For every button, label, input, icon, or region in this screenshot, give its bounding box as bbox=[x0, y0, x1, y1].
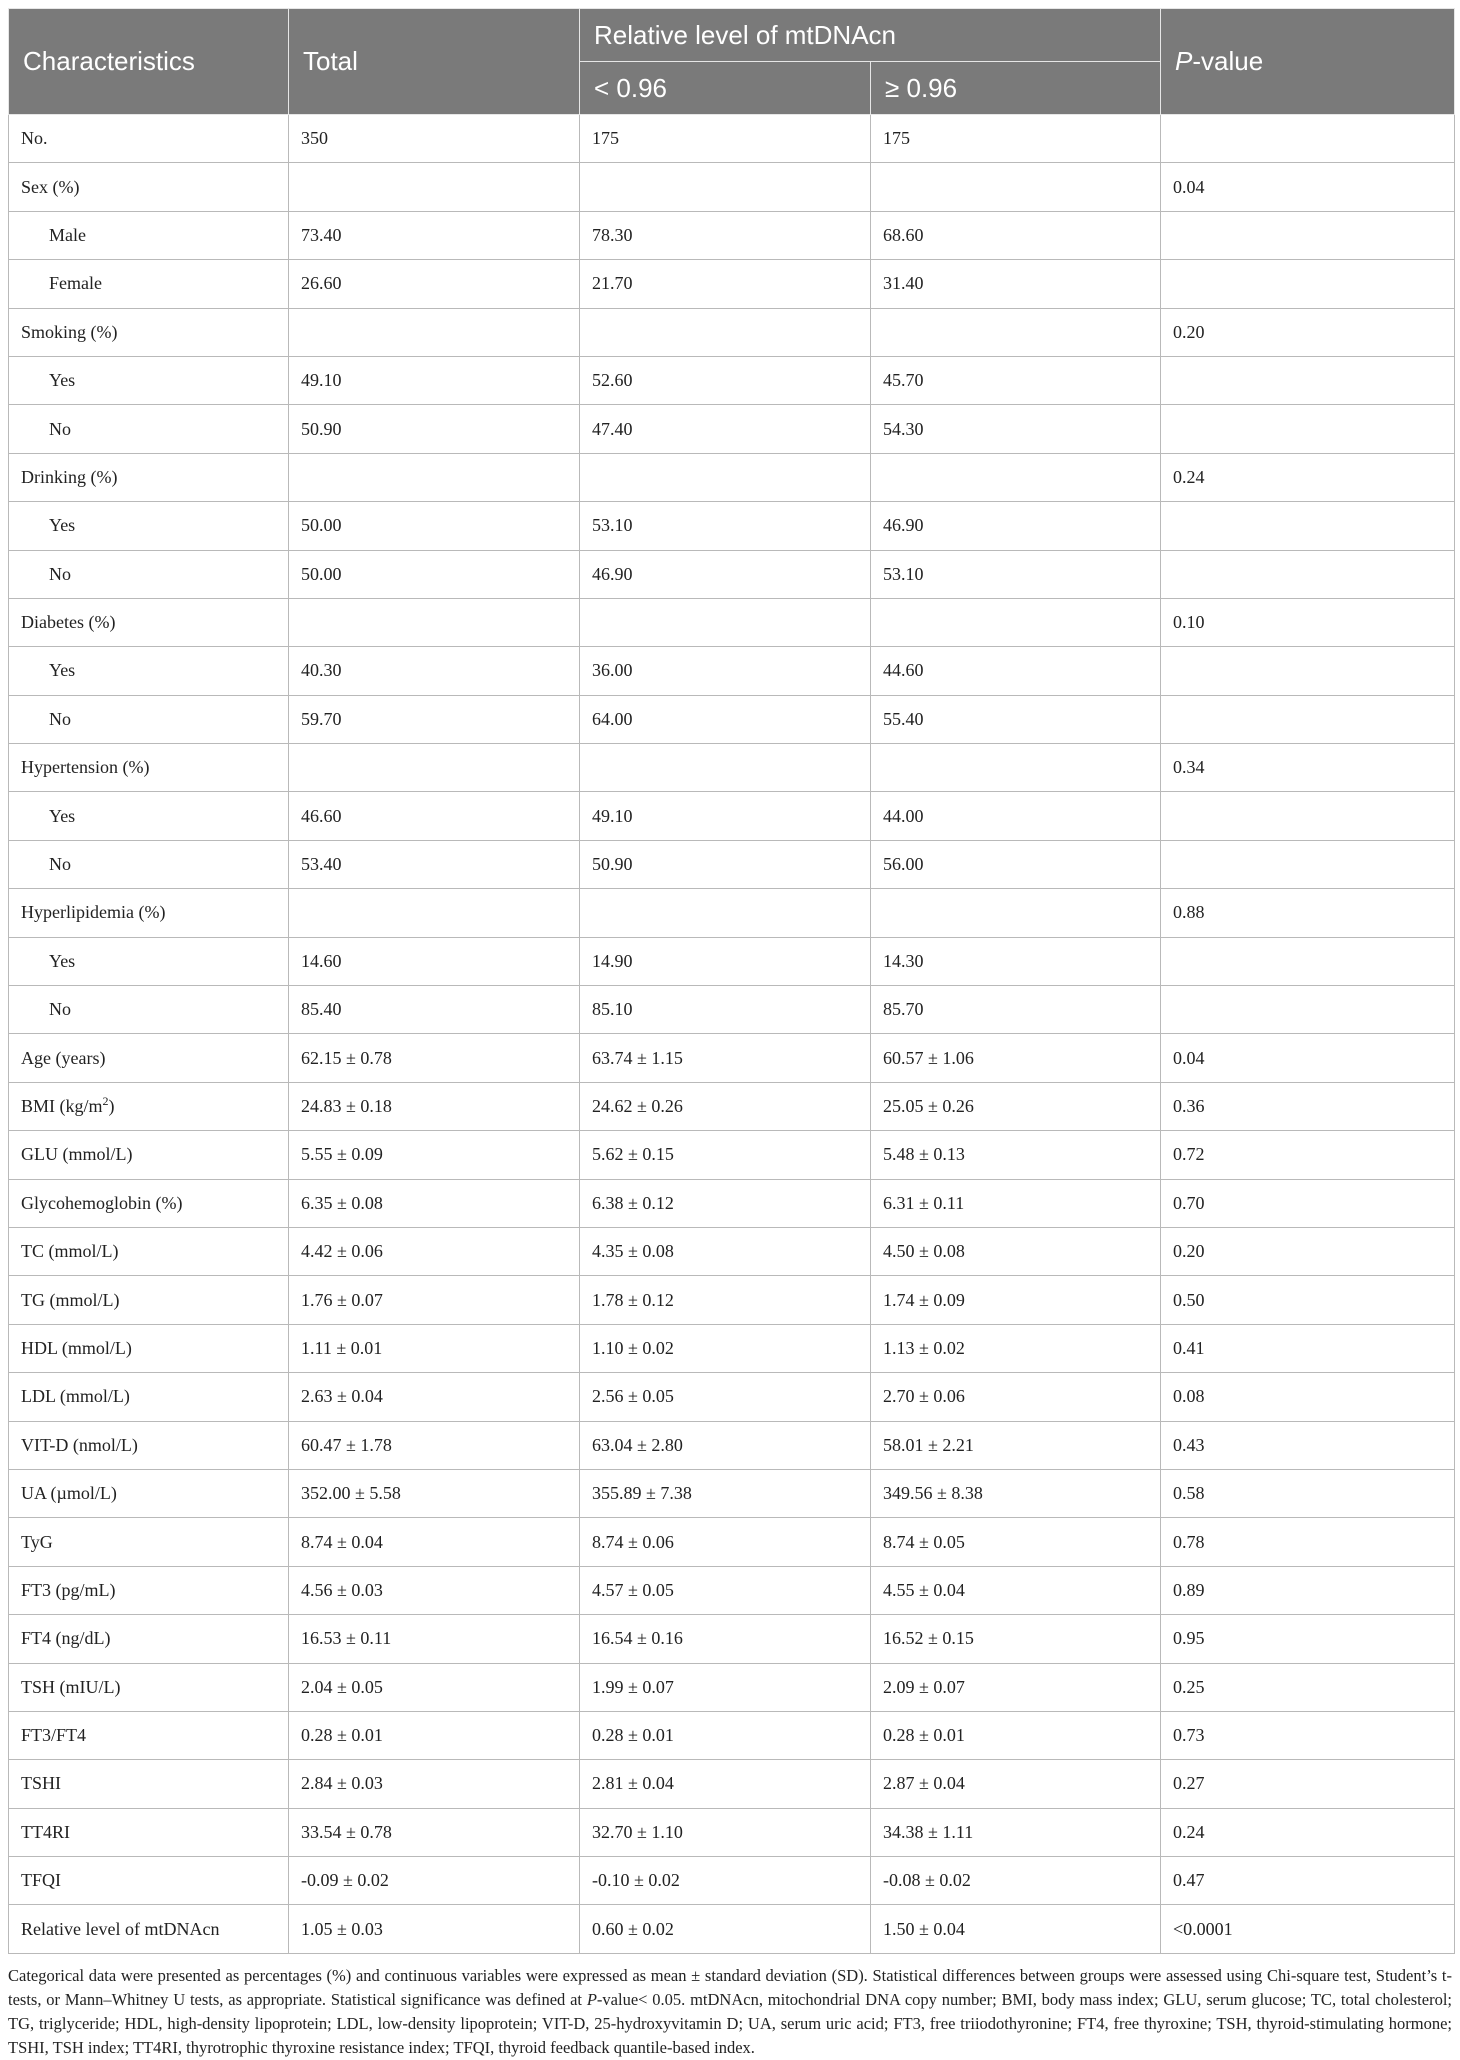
cell-high-group: 1.74 ± 0.09 bbox=[871, 1276, 1161, 1324]
cell-total: 46.60 bbox=[289, 792, 580, 840]
cell-p-value: 0.08 bbox=[1161, 1373, 1455, 1421]
table-row bbox=[9, 356, 1455, 404]
row-label-text: Yes bbox=[49, 950, 76, 971]
cell-low-group: 175 bbox=[580, 115, 871, 163]
cell-p-value: 0.25 bbox=[1161, 1663, 1455, 1711]
row-label bbox=[9, 1227, 289, 1275]
cell-low-group: 16.54 ± 0.16 bbox=[580, 1615, 871, 1663]
row-label bbox=[9, 1131, 289, 1179]
cell-total: 59.70 bbox=[289, 695, 580, 743]
row-label bbox=[9, 1324, 289, 1372]
row-label bbox=[9, 1373, 289, 1421]
row-label-text: Drinking (%) bbox=[21, 466, 118, 487]
table-row bbox=[9, 1324, 1455, 1372]
cell-p-value: 0.58 bbox=[1161, 1469, 1455, 1517]
characteristics-table bbox=[8, 8, 1455, 1954]
table-row bbox=[9, 1518, 1455, 1566]
cell-p-value bbox=[1161, 115, 1455, 163]
row-label-text: Yes bbox=[49, 805, 76, 826]
row-label-text: UA (µmol/L) bbox=[21, 1483, 117, 1504]
table-row bbox=[9, 1857, 1455, 1905]
row-label-text: No bbox=[49, 708, 71, 729]
cell-low-group: 4.57 ± 0.05 bbox=[580, 1566, 871, 1614]
row-label-text: Male bbox=[49, 224, 86, 245]
row-label bbox=[9, 502, 289, 550]
cell-total: 2.63 ± 0.04 bbox=[289, 1373, 580, 1421]
header-group-low: < 0.96 bbox=[580, 62, 871, 115]
row-label bbox=[9, 356, 289, 404]
cell-low-group: 53.10 bbox=[580, 502, 871, 550]
table-row bbox=[9, 115, 1455, 163]
row-label-text: FT4 (ng/dL) bbox=[21, 1628, 111, 1649]
row-label-text: No. bbox=[21, 128, 48, 149]
cell-total: 8.74 ± 0.04 bbox=[289, 1518, 580, 1566]
cell-total: 6.35 ± 0.08 bbox=[289, 1179, 580, 1227]
row-label bbox=[9, 260, 289, 308]
table-row bbox=[9, 695, 1455, 743]
header-p-rest: -value bbox=[1192, 46, 1264, 76]
row-label-text: No bbox=[49, 418, 71, 439]
row-label bbox=[9, 647, 289, 695]
cell-p-value: 0.73 bbox=[1161, 1711, 1455, 1759]
cell-high-group: 0.28 ± 0.01 bbox=[871, 1711, 1161, 1759]
cell-high-group: 8.74 ± 0.05 bbox=[871, 1518, 1161, 1566]
cell-total: 2.04 ± 0.05 bbox=[289, 1663, 580, 1711]
row-label bbox=[9, 453, 289, 501]
cell-high-group: 54.30 bbox=[871, 405, 1161, 453]
row-label-text: FT3 (pg/mL) bbox=[21, 1579, 116, 1600]
table-row bbox=[9, 889, 1455, 937]
cell-low-group bbox=[580, 308, 871, 356]
row-label bbox=[9, 1276, 289, 1324]
cell-low-group bbox=[580, 744, 871, 792]
cell-high-group: 175 bbox=[871, 115, 1161, 163]
table-row bbox=[9, 1663, 1455, 1711]
header-p-italic: P bbox=[1175, 46, 1193, 76]
row-label-superscript: 2 bbox=[102, 1094, 109, 1108]
cell-low-group: 1.10 ± 0.02 bbox=[580, 1324, 871, 1372]
cell-low-group: 6.38 ± 0.12 bbox=[580, 1179, 871, 1227]
table-row bbox=[9, 1711, 1455, 1759]
table-row bbox=[9, 163, 1455, 211]
row-label-text: Diabetes (%) bbox=[21, 612, 116, 633]
table-row bbox=[9, 502, 1455, 550]
cell-total: 50.00 bbox=[289, 550, 580, 598]
cell-total bbox=[289, 598, 580, 646]
cell-low-group: 0.28 ± 0.01 bbox=[580, 1711, 871, 1759]
cell-total: 0.28 ± 0.01 bbox=[289, 1711, 580, 1759]
cell-high-group: 2.70 ± 0.06 bbox=[871, 1373, 1161, 1421]
cell-total: 73.40 bbox=[289, 211, 580, 259]
header-total: Total bbox=[289, 9, 580, 115]
row-label bbox=[9, 1518, 289, 1566]
header-group-title: Relative level of mtDNAcn bbox=[580, 9, 1161, 62]
table-row bbox=[9, 1566, 1455, 1614]
cell-high-group: 56.00 bbox=[871, 840, 1161, 888]
cell-total: 60.47 ± 1.78 bbox=[289, 1421, 580, 1469]
row-label bbox=[9, 937, 289, 985]
cell-p-value bbox=[1161, 550, 1455, 598]
table-row bbox=[9, 1760, 1455, 1808]
cell-low-group: 85.10 bbox=[580, 986, 871, 1034]
table-row bbox=[9, 453, 1455, 501]
header-p-value bbox=[1161, 9, 1455, 115]
cell-high-group bbox=[871, 163, 1161, 211]
cell-total: 50.00 bbox=[289, 502, 580, 550]
row-label bbox=[9, 1469, 289, 1517]
cell-p-value: 0.34 bbox=[1161, 744, 1455, 792]
cell-high-group: 55.40 bbox=[871, 695, 1161, 743]
table-row bbox=[9, 1808, 1455, 1856]
table-row bbox=[9, 840, 1455, 888]
cell-high-group: 44.60 bbox=[871, 647, 1161, 695]
row-label-text: Sex (%) bbox=[21, 176, 80, 197]
table-row bbox=[9, 647, 1455, 695]
cell-low-group: 0.60 ± 0.02 bbox=[580, 1905, 871, 1953]
row-label bbox=[9, 1663, 289, 1711]
row-label-text: TC (mmol/L) bbox=[21, 1241, 119, 1262]
cell-high-group: 4.50 ± 0.08 bbox=[871, 1227, 1161, 1275]
cell-total: 24.83 ± 0.18 bbox=[289, 1082, 580, 1130]
cell-p-value bbox=[1161, 695, 1455, 743]
cell-low-group: -0.10 ± 0.02 bbox=[580, 1857, 871, 1905]
table-row bbox=[9, 550, 1455, 598]
cell-high-group: 46.90 bbox=[871, 502, 1161, 550]
cell-total: 26.60 bbox=[289, 260, 580, 308]
row-label bbox=[9, 744, 289, 792]
row-label bbox=[9, 1905, 289, 1953]
row-label bbox=[9, 115, 289, 163]
row-label-text: HDL (mmol/L) bbox=[21, 1337, 132, 1358]
cell-total: 16.53 ± 0.11 bbox=[289, 1615, 580, 1663]
table-row bbox=[9, 1034, 1455, 1082]
cell-high-group: 14.30 bbox=[871, 937, 1161, 985]
row-label-text: Female bbox=[49, 273, 102, 294]
cell-high-group: 34.38 ± 1.11 bbox=[871, 1808, 1161, 1856]
row-label-text: Hypertension (%) bbox=[21, 757, 150, 778]
cell-high-group: 85.70 bbox=[871, 986, 1161, 1034]
cell-p-value bbox=[1161, 405, 1455, 453]
row-label bbox=[9, 1808, 289, 1856]
row-label-text: No bbox=[49, 999, 71, 1020]
cell-p-value: 0.27 bbox=[1161, 1760, 1455, 1808]
cell-p-value: 0.47 bbox=[1161, 1857, 1455, 1905]
table-row bbox=[9, 260, 1455, 308]
cell-p-value: 0.20 bbox=[1161, 1227, 1455, 1275]
cell-p-value: 0.88 bbox=[1161, 889, 1455, 937]
cell-p-value: 0.78 bbox=[1161, 1518, 1455, 1566]
cell-high-group: 1.50 ± 0.04 bbox=[871, 1905, 1161, 1953]
cell-high-group: 58.01 ± 2.21 bbox=[871, 1421, 1161, 1469]
footnote-p-italic: P bbox=[586, 1989, 597, 2009]
table-row bbox=[9, 1615, 1455, 1663]
row-label bbox=[9, 308, 289, 356]
row-label bbox=[9, 695, 289, 743]
cell-high-group bbox=[871, 453, 1161, 501]
cell-high-group: 68.60 bbox=[871, 211, 1161, 259]
cell-total: 14.60 bbox=[289, 937, 580, 985]
table-row bbox=[9, 405, 1455, 453]
cell-high-group bbox=[871, 889, 1161, 937]
row-label bbox=[9, 1082, 289, 1130]
cell-p-value bbox=[1161, 502, 1455, 550]
cell-high-group: 349.56 ± 8.38 bbox=[871, 1469, 1161, 1517]
cell-high-group: 2.87 ± 0.04 bbox=[871, 1760, 1161, 1808]
row-label-text: BMI (kg/m bbox=[21, 1096, 103, 1116]
row-label bbox=[9, 1857, 289, 1905]
row-label bbox=[9, 1421, 289, 1469]
row-label-text: TyG bbox=[21, 1531, 53, 1552]
table-row bbox=[9, 937, 1455, 985]
row-label-text: Smoking (%) bbox=[21, 321, 118, 342]
cell-p-value: 0.43 bbox=[1161, 1421, 1455, 1469]
cell-low-group: 2.81 ± 0.04 bbox=[580, 1760, 871, 1808]
cell-high-group: 4.55 ± 0.04 bbox=[871, 1566, 1161, 1614]
header-group-high: ≥ 0.96 bbox=[871, 62, 1161, 115]
cell-p-value: 0.95 bbox=[1161, 1615, 1455, 1663]
cell-p-value: 0.36 bbox=[1161, 1082, 1455, 1130]
cell-high-group bbox=[871, 598, 1161, 646]
row-label bbox=[9, 1566, 289, 1614]
cell-low-group: 36.00 bbox=[580, 647, 871, 695]
cell-low-group: 63.74 ± 1.15 bbox=[580, 1034, 871, 1082]
cell-high-group: 1.13 ± 0.02 bbox=[871, 1324, 1161, 1372]
cell-p-value bbox=[1161, 211, 1455, 259]
cell-p-value bbox=[1161, 356, 1455, 404]
cell-low-group: 24.62 ± 0.26 bbox=[580, 1082, 871, 1130]
cell-low-group: 1.99 ± 0.07 bbox=[580, 1663, 871, 1711]
cell-high-group: 45.70 bbox=[871, 356, 1161, 404]
cell-p-value: 0.50 bbox=[1161, 1276, 1455, 1324]
cell-low-group bbox=[580, 889, 871, 937]
cell-low-group: 4.35 ± 0.08 bbox=[580, 1227, 871, 1275]
cell-total: 50.90 bbox=[289, 405, 580, 453]
cell-total: 352.00 ± 5.58 bbox=[289, 1469, 580, 1517]
row-label-text: TG (mmol/L) bbox=[21, 1289, 120, 1310]
cell-low-group: 5.62 ± 0.15 bbox=[580, 1131, 871, 1179]
footnote-part1: Categorical data were presented as percentages (%) and continuous variables were expressed as mean ± standard deviation (SD). Statistical differences between groups were assessed using Chi-square test, Student’s t-tests, or Mann–Whitney U tests, as appropriate. Statistical significance was defined at bbox=[8, 1965, 1452, 2009]
row-label-text: Relative level of mtDNAcn bbox=[21, 1918, 220, 1939]
cell-total bbox=[289, 308, 580, 356]
table-row bbox=[9, 1276, 1455, 1324]
cell-low-group: 46.90 bbox=[580, 550, 871, 598]
row-label bbox=[9, 405, 289, 453]
cell-low-group: 8.74 ± 0.06 bbox=[580, 1518, 871, 1566]
cell-high-group: 16.52 ± 0.15 bbox=[871, 1615, 1161, 1663]
row-label bbox=[9, 211, 289, 259]
row-label bbox=[9, 1760, 289, 1808]
cell-high-group: 2.09 ± 0.07 bbox=[871, 1663, 1161, 1711]
row-label-text: Yes bbox=[49, 370, 76, 391]
row-label-text: Yes bbox=[49, 515, 76, 536]
cell-high-group: 31.40 bbox=[871, 260, 1161, 308]
cell-p-value: <0.0001 bbox=[1161, 1905, 1455, 1953]
table-row bbox=[9, 1227, 1455, 1275]
cell-p-value: 0.20 bbox=[1161, 308, 1455, 356]
row-label bbox=[9, 889, 289, 937]
cell-total: 1.05 ± 0.03 bbox=[289, 1905, 580, 1953]
cell-low-group bbox=[580, 453, 871, 501]
cell-total bbox=[289, 744, 580, 792]
cell-p-value bbox=[1161, 260, 1455, 308]
cell-total: 2.84 ± 0.03 bbox=[289, 1760, 580, 1808]
row-label bbox=[9, 1179, 289, 1227]
table-row bbox=[9, 211, 1455, 259]
row-label-text: No bbox=[49, 854, 71, 875]
row-label bbox=[9, 163, 289, 211]
cell-low-group: 1.78 ± 0.12 bbox=[580, 1276, 871, 1324]
cell-p-value: 0.70 bbox=[1161, 1179, 1455, 1227]
row-label bbox=[9, 598, 289, 646]
cell-total: 53.40 bbox=[289, 840, 580, 888]
cell-low-group: 47.40 bbox=[580, 405, 871, 453]
cell-p-value bbox=[1161, 986, 1455, 1034]
row-label bbox=[9, 792, 289, 840]
row-label-text: Glycohemoglobin (%) bbox=[21, 1192, 183, 1213]
row-label bbox=[9, 1615, 289, 1663]
cell-low-group: 21.70 bbox=[580, 260, 871, 308]
cell-p-value bbox=[1161, 792, 1455, 840]
table-row bbox=[9, 792, 1455, 840]
cell-low-group: 78.30 bbox=[580, 211, 871, 259]
table-row bbox=[9, 744, 1455, 792]
cell-total: 350 bbox=[289, 115, 580, 163]
row-label-text: No bbox=[49, 563, 71, 584]
cell-low-group: 50.90 bbox=[580, 840, 871, 888]
row-label-text: LDL (mmol/L) bbox=[21, 1386, 130, 1407]
cell-total: 5.55 ± 0.09 bbox=[289, 1131, 580, 1179]
row-label-text: TT4RI bbox=[21, 1821, 70, 1842]
row-label-text: VIT-D (nmol/L) bbox=[21, 1434, 138, 1455]
cell-total: 1.11 ± 0.01 bbox=[289, 1324, 580, 1372]
row-label-text: Age (years) bbox=[21, 1047, 106, 1068]
cell-low-group bbox=[580, 598, 871, 646]
cell-total bbox=[289, 453, 580, 501]
cell-p-value: 0.89 bbox=[1161, 1566, 1455, 1614]
cell-total: 4.42 ± 0.06 bbox=[289, 1227, 580, 1275]
cell-p-value bbox=[1161, 840, 1455, 888]
cell-total: 4.56 ± 0.03 bbox=[289, 1566, 580, 1614]
cell-low-group: 63.04 ± 2.80 bbox=[580, 1421, 871, 1469]
row-label-text: TSHI bbox=[21, 1773, 61, 1794]
cell-high-group: 25.05 ± 0.26 bbox=[871, 1082, 1161, 1130]
row-label-text: GLU (mmol/L) bbox=[21, 1144, 133, 1165]
cell-total bbox=[289, 889, 580, 937]
cell-low-group: 2.56 ± 0.05 bbox=[580, 1373, 871, 1421]
cell-low-group: 14.90 bbox=[580, 937, 871, 985]
cell-total: 40.30 bbox=[289, 647, 580, 695]
row-label-end: ) bbox=[108, 1096, 115, 1116]
cell-p-value: 0.24 bbox=[1161, 1808, 1455, 1856]
cell-low-group: 52.60 bbox=[580, 356, 871, 404]
cell-high-group: 44.00 bbox=[871, 792, 1161, 840]
cell-high-group: 6.31 ± 0.11 bbox=[871, 1179, 1161, 1227]
table-row bbox=[9, 1421, 1455, 1469]
cell-p-value bbox=[1161, 937, 1455, 985]
row-label-text: Yes bbox=[49, 660, 76, 681]
cell-high-group: -0.08 ± 0.02 bbox=[871, 1857, 1161, 1905]
cell-p-value: 0.10 bbox=[1161, 598, 1455, 646]
cell-high-group: 60.57 ± 1.06 bbox=[871, 1034, 1161, 1082]
table-row bbox=[9, 598, 1455, 646]
footnote-part2: -value< 0.05. mtDNAcn, mitochondrial DNA copy number; BMI, body mass index; GLU, serum glucose; TC, total cholesterol; TG, triglyceride; HDL, high-density lipoprotein; LDL, low-density lipoprotein; VIT-D, 25-hydroxyvitamin D; UA, serum uric acid; FT3, free triiodothyronine; FT4, free thyroxine; TSH, thyroid-stimulating hormone; TSHI, TSH index; TT4RI, thyrotrophic thyroxine resistance index; TFQI, thyroid feedback quantile-based index. bbox=[8, 1989, 1453, 2057]
table-row bbox=[9, 1905, 1455, 1953]
cell-low-group: 355.89 ± 7.38 bbox=[580, 1469, 871, 1517]
cell-low-group bbox=[580, 163, 871, 211]
row-label-text: Hyperlipidemia (%) bbox=[21, 902, 166, 923]
cell-low-group: 64.00 bbox=[580, 695, 871, 743]
row-label bbox=[9, 550, 289, 598]
table-row bbox=[9, 1179, 1455, 1227]
row-label-text: TFQI bbox=[21, 1870, 61, 1891]
cell-low-group: 49.10 bbox=[580, 792, 871, 840]
cell-high-group: 53.10 bbox=[871, 550, 1161, 598]
cell-total: 33.54 ± 0.78 bbox=[289, 1808, 580, 1856]
table-footnote bbox=[8, 1964, 1452, 2060]
table-row bbox=[9, 1373, 1455, 1421]
row-label-text: FT3/FT4 bbox=[21, 1725, 87, 1746]
cell-p-value: 0.41 bbox=[1161, 1324, 1455, 1372]
cell-p-value: 0.04 bbox=[1161, 163, 1455, 211]
cell-total: 1.76 ± 0.07 bbox=[289, 1276, 580, 1324]
table-row bbox=[9, 986, 1455, 1034]
row-label bbox=[9, 1034, 289, 1082]
table-row bbox=[9, 1131, 1455, 1179]
table-header bbox=[9, 9, 1455, 115]
cell-total: -0.09 ± 0.02 bbox=[289, 1857, 580, 1905]
cell-total: 85.40 bbox=[289, 986, 580, 1034]
cell-p-value: 0.72 bbox=[1161, 1131, 1455, 1179]
cell-p-value: 0.04 bbox=[1161, 1034, 1455, 1082]
table-row bbox=[9, 1469, 1455, 1517]
cell-high-group: 5.48 ± 0.13 bbox=[871, 1131, 1161, 1179]
cell-p-value: 0.24 bbox=[1161, 453, 1455, 501]
cell-p-value bbox=[1161, 647, 1455, 695]
cell-low-group: 32.70 ± 1.10 bbox=[580, 1808, 871, 1856]
row-label-text: TSH (mIU/L) bbox=[21, 1676, 121, 1697]
header-characteristics: Characteristics bbox=[9, 9, 289, 115]
cell-total: 62.15 ± 0.78 bbox=[289, 1034, 580, 1082]
table-body bbox=[9, 115, 1455, 1954]
table-row bbox=[9, 1082, 1455, 1130]
row-label bbox=[9, 1711, 289, 1759]
cell-total: 49.10 bbox=[289, 356, 580, 404]
cell-high-group bbox=[871, 744, 1161, 792]
row-label bbox=[9, 840, 289, 888]
row-label bbox=[9, 986, 289, 1034]
cell-high-group bbox=[871, 308, 1161, 356]
cell-total bbox=[289, 163, 580, 211]
table-row bbox=[9, 308, 1455, 356]
